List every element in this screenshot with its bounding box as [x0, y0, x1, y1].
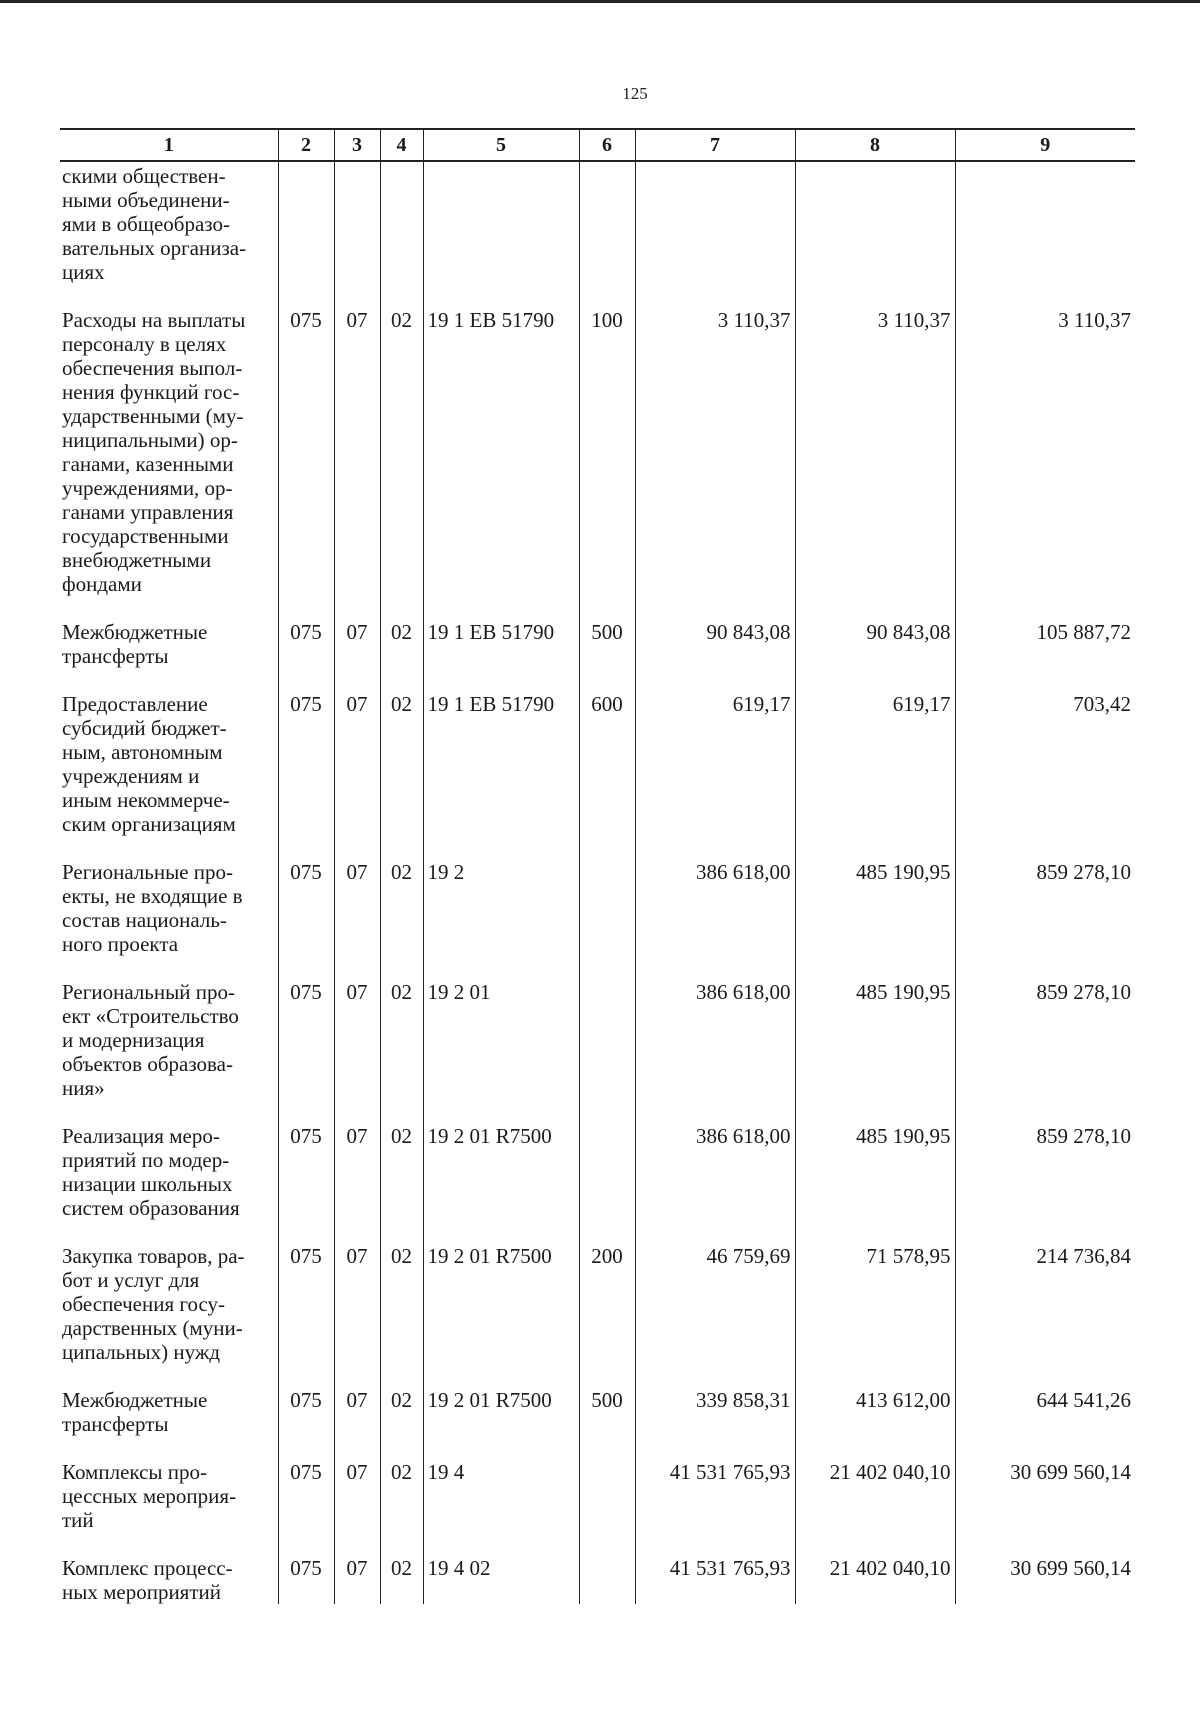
description-line: дарственных (муни-	[62, 1316, 243, 1340]
target-article-code	[423, 161, 579, 306]
amount-col-8: 21 402 040,10	[795, 1458, 955, 1554]
amount-col-8: 21 402 040,10	[795, 1554, 955, 1604]
section-code: 07	[334, 1242, 380, 1386]
section-code: 07	[334, 618, 380, 690]
description-line: фондами	[62, 572, 142, 596]
description-line: Региональный про-	[62, 980, 235, 1004]
row-description	[60, 1386, 278, 1458]
table-row	[60, 690, 1135, 858]
row-description	[60, 858, 278, 978]
row-description	[60, 1122, 278, 1242]
description-line: обеспечения выпол-	[62, 356, 243, 380]
description-line: Комплексы про-	[62, 1460, 207, 1484]
description-line: Комплекс процесс-	[62, 1556, 233, 1580]
description-line: трансферты	[62, 644, 169, 668]
target-article-code: 19 4	[423, 1458, 579, 1554]
amount-col-7: 46 759,69	[635, 1242, 795, 1386]
description-line: персоналу в целях	[62, 332, 227, 356]
description-line: учреждениям и	[62, 764, 200, 788]
description-line: ного проекта	[62, 932, 179, 956]
admin-code	[278, 161, 334, 306]
description-line: Региональные про-	[62, 860, 234, 884]
subsection-code: 02	[380, 1122, 423, 1242]
target-article-code: 19 1 EB 51790	[423, 618, 579, 690]
amount-col-7: 41 531 765,93	[635, 1554, 795, 1604]
subsection-code: 02	[380, 690, 423, 858]
row-description	[60, 1242, 278, 1386]
description-line: ударственными (му-	[62, 404, 244, 428]
description-line: трансферты	[62, 1412, 169, 1436]
top-border-line	[0, 0, 1200, 3]
description-line: ными объединени-	[62, 188, 230, 212]
target-article-code: 19 2	[423, 858, 579, 978]
description-line: ния»	[62, 1076, 105, 1100]
description-line: ным, автономным	[62, 740, 223, 764]
admin-code: 075	[278, 306, 334, 618]
amount-col-8: 619,17	[795, 690, 955, 858]
description-line: состав националь-	[62, 908, 227, 932]
expense-type-code: 500	[579, 618, 635, 690]
target-article-code: 19 2 01 R7500	[423, 1386, 579, 1458]
table-row	[60, 1386, 1135, 1458]
description-line: государственными	[62, 524, 229, 548]
column-header: 4	[380, 129, 423, 161]
amount-col-9: 30 699 560,14	[955, 1458, 1135, 1554]
amount-col-7: 3 110,37	[635, 306, 795, 618]
column-header: 6	[579, 129, 635, 161]
column-header: 1	[60, 129, 278, 161]
target-article-code: 19 1 EB 51790	[423, 690, 579, 858]
expense-type-code	[579, 1458, 635, 1554]
admin-code: 075	[278, 978, 334, 1122]
amount-col-7: 619,17	[635, 690, 795, 858]
amount-col-9: 644 541,26	[955, 1386, 1135, 1458]
amount-col-7: 41 531 765,93	[635, 1458, 795, 1554]
expense-type-code	[579, 858, 635, 978]
description-line: ных мероприятий	[62, 1580, 221, 1604]
table-row	[60, 978, 1135, 1122]
table-row	[60, 161, 1135, 306]
description-line: ниципальными) ор-	[62, 428, 238, 452]
description-line: низации школьных	[62, 1172, 233, 1196]
section-code	[334, 161, 380, 306]
expense-type-code	[579, 978, 635, 1122]
section-code: 07	[334, 858, 380, 978]
amount-col-8: 3 110,37	[795, 306, 955, 618]
description-line: циях	[62, 260, 105, 284]
expense-type-code	[579, 161, 635, 306]
expense-type-code	[579, 1122, 635, 1242]
description-line: нения функций гос-	[62, 380, 240, 404]
amount-col-9: 703,42	[955, 690, 1135, 858]
amount-col-8: 90 843,08	[795, 618, 955, 690]
section-code: 07	[334, 1386, 380, 1458]
amount-col-9: 105 887,72	[955, 618, 1135, 690]
description-line: и модернизация	[62, 1028, 205, 1052]
subsection-code: 02	[380, 1386, 423, 1458]
amount-col-8: 485 190,95	[795, 1122, 955, 1242]
amount-col-7: 339 858,31	[635, 1386, 795, 1458]
column-header: 7	[635, 129, 795, 161]
amount-col-7: 386 618,00	[635, 1122, 795, 1242]
target-article-code: 19 2 01 R7500	[423, 1122, 579, 1242]
table-row	[60, 1242, 1135, 1386]
admin-code: 075	[278, 1122, 334, 1242]
description-line: ганами, казенными	[62, 452, 234, 476]
budget-table	[60, 128, 1135, 1604]
page-number: 125	[622, 84, 648, 103]
table-row	[60, 1458, 1135, 1554]
table-row	[60, 1122, 1135, 1242]
row-description	[60, 978, 278, 1122]
amount-col-7: 90 843,08	[635, 618, 795, 690]
amount-col-8: 485 190,95	[795, 978, 955, 1122]
description-line: ект «Строительство	[62, 1004, 239, 1028]
subsection-code	[380, 161, 423, 306]
amount-col-8: 71 578,95	[795, 1242, 955, 1386]
description-line: обеспечения госу-	[62, 1292, 226, 1316]
table-row	[60, 618, 1135, 690]
description-line: ганами управления	[62, 500, 234, 524]
target-article-code: 19 1 EB 51790	[423, 306, 579, 618]
amount-col-9: 859 278,10	[955, 1122, 1135, 1242]
description-line: ципальных) нужд	[62, 1340, 221, 1364]
subsection-code: 02	[380, 1554, 423, 1604]
description-line: Предоставление	[62, 692, 208, 716]
description-line: ями в общеобразо-	[62, 212, 230, 236]
section-code: 07	[334, 978, 380, 1122]
expense-type-code: 200	[579, 1242, 635, 1386]
row-description	[60, 690, 278, 858]
amount-col-7: 386 618,00	[635, 858, 795, 978]
description-line: бот и услуг для	[62, 1268, 200, 1292]
description-line: Межбюджетные	[62, 620, 208, 644]
subsection-code: 02	[380, 858, 423, 978]
admin-code: 075	[278, 1242, 334, 1386]
description-line: иным некоммерче-	[62, 788, 230, 812]
description-line: учреждениями, ор-	[62, 476, 233, 500]
description-line: цессных мероприя-	[62, 1484, 237, 1508]
description-line: Межбюджетные	[62, 1388, 208, 1412]
table-row	[60, 858, 1135, 978]
amount-col-7	[635, 161, 795, 306]
column-header: 9	[955, 129, 1135, 161]
expense-type-code	[579, 1554, 635, 1604]
row-description	[60, 161, 278, 306]
subsection-code: 02	[380, 306, 423, 618]
section-code: 07	[334, 306, 380, 618]
column-header: 8	[795, 129, 955, 161]
description-line: внебюджетными	[62, 548, 212, 572]
description-line: систем образования	[62, 1196, 240, 1220]
description-line: Реализация меро-	[62, 1124, 220, 1148]
expense-type-code: 100	[579, 306, 635, 618]
column-header: 5	[423, 129, 579, 161]
section-code: 07	[334, 690, 380, 858]
subsection-code: 02	[380, 1242, 423, 1386]
row-description	[60, 618, 278, 690]
amount-col-9	[955, 161, 1135, 306]
amount-col-9: 3 110,37	[955, 306, 1135, 618]
description-line: тий	[62, 1508, 94, 1532]
amount-col-8: 485 190,95	[795, 858, 955, 978]
expense-type-code: 500	[579, 1386, 635, 1458]
subsection-code: 02	[380, 618, 423, 690]
amount-col-9: 214 736,84	[955, 1242, 1135, 1386]
row-description	[60, 1554, 278, 1604]
amount-col-9: 859 278,10	[955, 858, 1135, 978]
table-row	[60, 306, 1135, 618]
section-code: 07	[334, 1458, 380, 1554]
expense-type-code: 600	[579, 690, 635, 858]
description-line: вательных организа-	[62, 236, 247, 260]
section-code: 07	[334, 1554, 380, 1604]
target-article-code: 19 2 01 R7500	[423, 1242, 579, 1386]
admin-code: 075	[278, 1458, 334, 1554]
row-description	[60, 1458, 278, 1554]
amount-col-7: 386 618,00	[635, 978, 795, 1122]
admin-code: 075	[278, 1386, 334, 1458]
description-line: ским организациям	[62, 812, 236, 836]
target-article-code: 19 4 02	[423, 1554, 579, 1604]
description-line: екты, не входящие в	[62, 884, 243, 908]
subsection-code: 02	[380, 1458, 423, 1554]
description-line: скими обществен-	[62, 164, 226, 188]
amount-col-8	[795, 161, 955, 306]
admin-code: 075	[278, 690, 334, 858]
header-row	[60, 129, 1135, 161]
subsection-code: 02	[380, 978, 423, 1122]
budget-table-container	[60, 128, 1135, 1604]
description-line: объектов образова-	[62, 1052, 233, 1076]
description-line: приятий по модер-	[62, 1148, 230, 1172]
description-line: Закупка товаров, ра-	[62, 1244, 245, 1268]
table-row	[60, 1554, 1135, 1604]
section-code: 07	[334, 1122, 380, 1242]
column-header: 2	[278, 129, 334, 161]
table-body	[60, 161, 1135, 1604]
target-article-code: 19 2 01	[423, 978, 579, 1122]
description-line: Расходы на выплаты	[62, 308, 246, 332]
admin-code: 075	[278, 858, 334, 978]
description-line: субсидий бюджет-	[62, 716, 227, 740]
admin-code: 075	[278, 618, 334, 690]
amount-col-9: 859 278,10	[955, 978, 1135, 1122]
row-description	[60, 306, 278, 618]
column-header: 3	[334, 129, 380, 161]
amount-col-9: 30 699 560,14	[955, 1554, 1135, 1604]
amount-col-8: 413 612,00	[795, 1386, 955, 1458]
admin-code: 075	[278, 1554, 334, 1604]
